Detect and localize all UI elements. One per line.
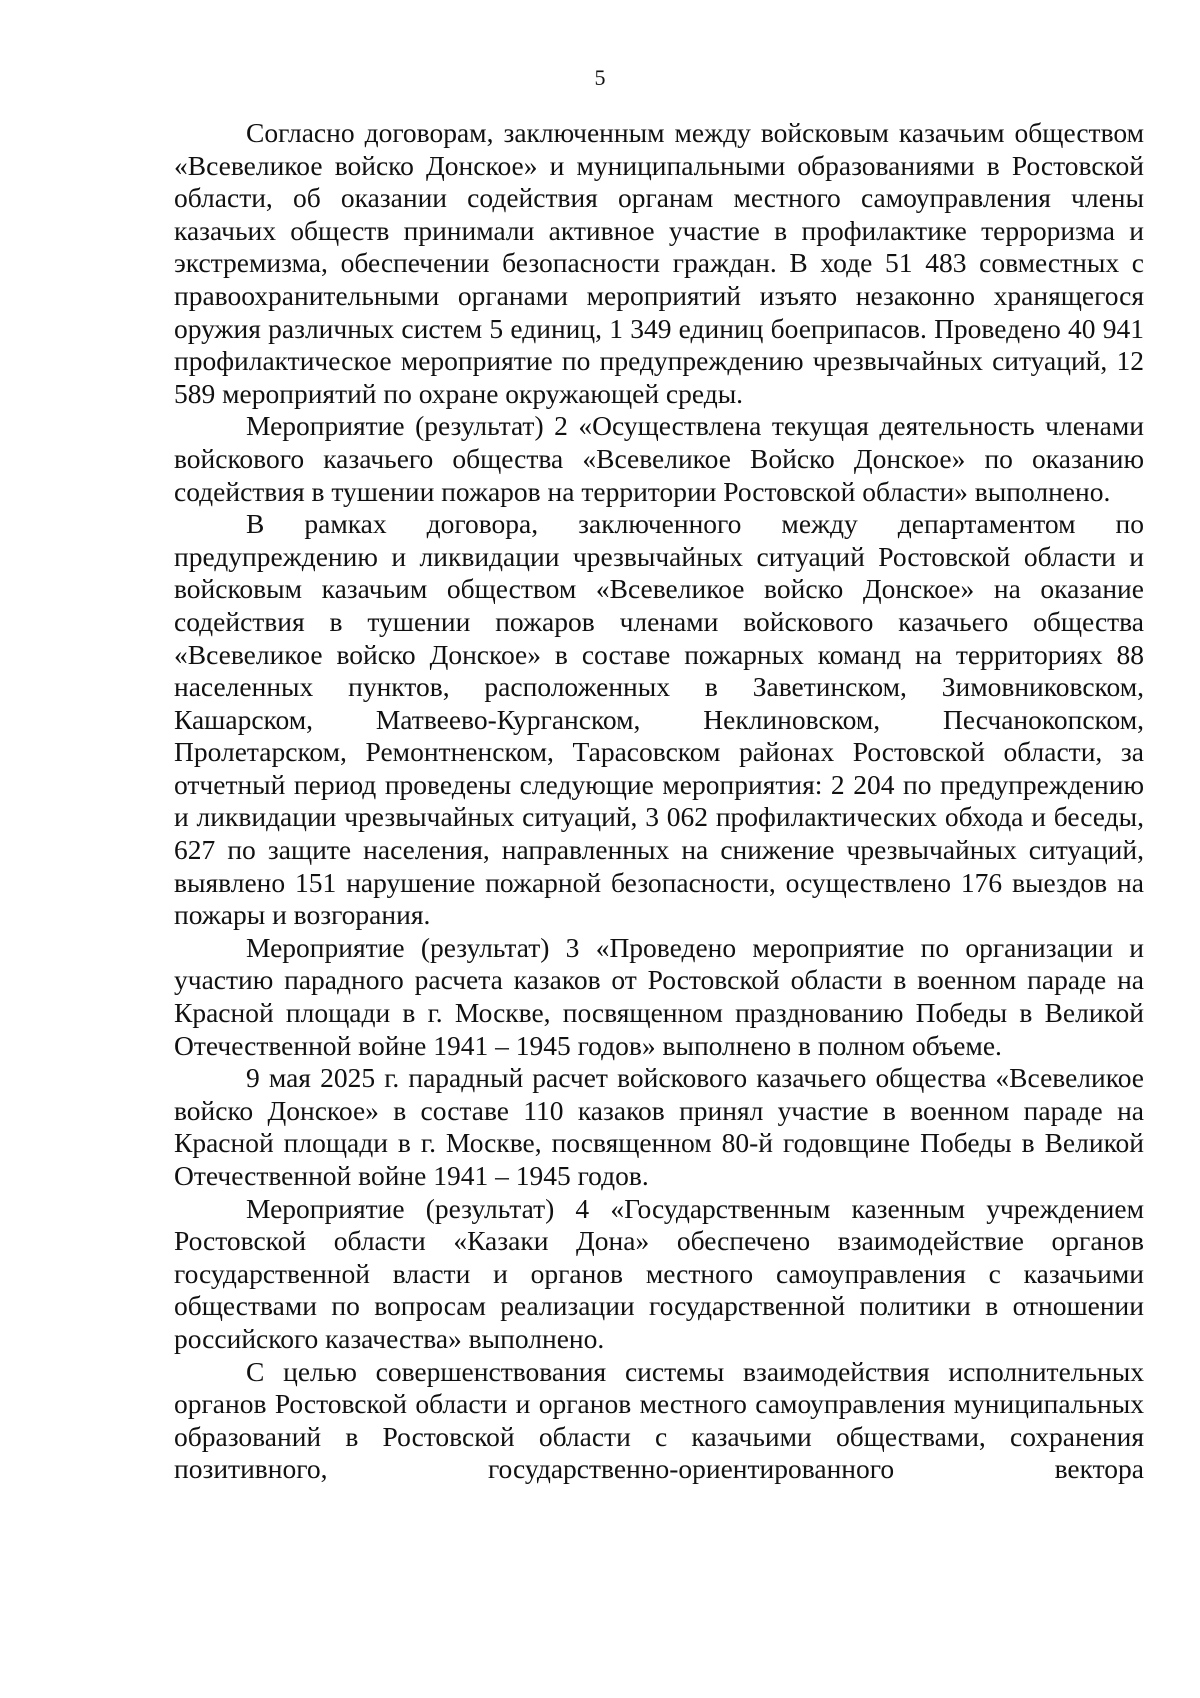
paragraph-measure-2: Мероприятие (результат) 2 «Осуществлена текущая деятельность членами войскового казачьего общества «Всевеликое Войско Донское» по оказанию содействия в тушении пожаров на территории Ростовской области» выполнено. — [174, 410, 1144, 507]
paragraph-interaction-improvement: С целью совершенствования системы взаимодействия исполнительных органов Ростовской области и органов местного самоуправления муниципальных образований в Ростовской области с казачьими обществами, сохранения позитивного, государственно-ориентированного вектора — [174, 1355, 1144, 1485]
paragraph-measure-3: Мероприятие (результат) 3 «Проведено мероприятие по организации и участию парадного расчета казаков от Ростовской области в военном параде на Красной площади в г. Москве, посвященном празднованию Победы в Великой Отечественной войне 1941 – 1945 годов» выполнено в полном объеме. — [174, 931, 1144, 1061]
document-body — [174, 117, 1144, 1486]
page-number: 5 — [594, 65, 606, 90]
paragraph-measure-4: Мероприятие (результат) 4 «Государственным казенным учреждением Ростовской области «Казаки Дона» обеспечено взаимодействие органов государственной власти и органов местного самоуправления с казачьими обществами по вопросам реализации государственной политики в отношении российского казачества» выполнено. — [174, 1192, 1144, 1354]
paragraph-firefighting-agreement: В рамках договора, заключенного между департаментом по предупреждению и ликвидации чрезвычайных ситуаций Ростовской области и войсковым казачьим обществом «Всевеликое войско Донское» на оказание содействия в тушении пожаров членами войскового казачьего общества «Всевеликое войско Донское» в составе пожарных команд на территориях 88 населенных пунктов, расположенных в Заветинском, Зимовниковском, Кашарском, Матвеево-Курганском, Неклиновском, Песчанокопском, Пролетарском, Ремонтненском, Тарасовском районах Ростовской области, за отчетный период проведены следующие мероприятия: 2 204 по предупреждению и ликвидации чрезвычайных ситуаций, 3 062 профилактических обхода и беседы, 627 по защите населения, направленных на снижение чрезвычайных ситуаций, выявлено 151 нарушение пожарной безопасности, осуществлено 176 выездов на пожары и возгорания. — [174, 508, 1144, 931]
paragraph-cossack-security: Согласно договорам, заключенным между войсковым казачьим обществом «Всевеликое войско Донское» и муниципальными образованиями в Ростовской области, об оказании содействия органам местного самоуправления члены казачьих обществ принимали активное участие в профилактике терроризма и экстремизма, обеспечении безопасности граждан. В ходе 51 483 совместных с правоохранительными органами мероприятий изъято незаконно хранящегося оружия различных систем 5 единиц, 1 349 единиц боеприпасов. Проведено 40 941 профилактическое мероприятие по предупреждению чрезвычайных ситуаций, 12 589 мероприятий по охране окружающей среды. — [174, 117, 1144, 409]
paragraph-victory-parade: 9 мая 2025 г. парадный расчет войскового казачьего общества «Всевеликое войско Донское» в составе 110 казаков принял участие в военном параде на Красной площади в г. Москве, посвященном 80-й годовщине Победы в Великой Отечественной войне 1941 – 1945 годов. — [174, 1062, 1144, 1191]
